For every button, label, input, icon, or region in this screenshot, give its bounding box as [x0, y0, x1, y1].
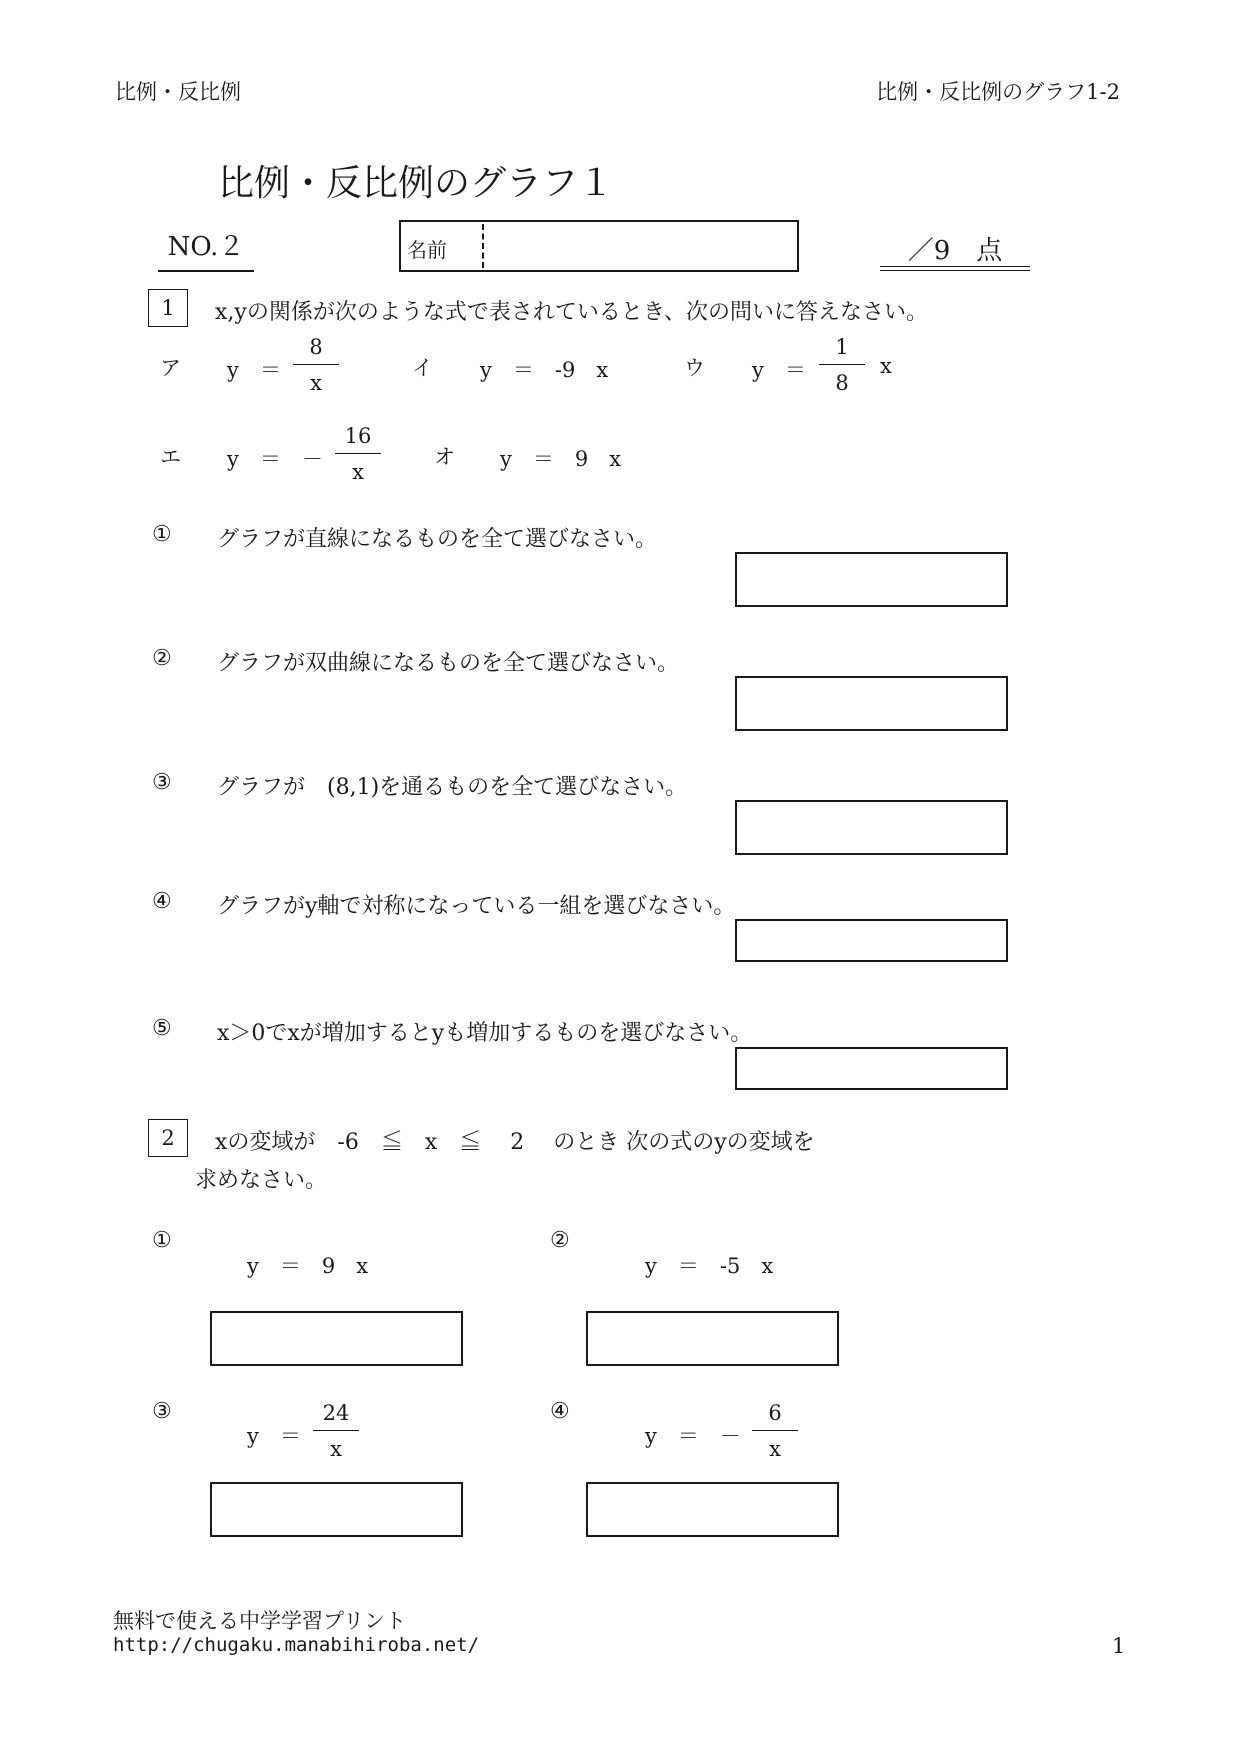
eq-e-label: エ: [160, 445, 181, 469]
q1-answer-box-3[interactable]: [735, 800, 1008, 855]
q2-item-3-fraction: [311, 1403, 361, 1460]
eq-a-fraction: [291, 337, 341, 394]
question-2-number: 2: [148, 1119, 188, 1157]
q1-item-2-marker: ②: [152, 646, 172, 671]
footer-site-name: 無料で使える中学学習プリント: [113, 1609, 407, 1633]
q2-item-3-lhs: y ＝: [247, 1424, 301, 1448]
question-2-prompt-line-2: 求めなさい。: [195, 1168, 328, 1193]
q2-item-4-marker: ④: [550, 1399, 570, 1424]
eq-u-fraction: [817, 337, 867, 394]
score-field: ／9 点: [907, 236, 1003, 266]
eq-a-lhs: y ＝: [227, 358, 281, 382]
page-number: 1: [1112, 1634, 1126, 1658]
name-field[interactable]: [399, 220, 799, 272]
q1-answer-box-5[interactable]: [735, 1047, 1008, 1090]
eq-u-label: ウ: [684, 356, 705, 380]
footer-url[interactable]: http://chugaku.manabihiroba.net/: [113, 1634, 480, 1656]
question-1-prompt: x,yの関係が次のような式で表されているとき、次の問いに答えなさい。: [215, 300, 928, 325]
q1-item-4-text: グラフがy軸で対称になっている一組を選びなさい。: [217, 894, 736, 919]
q2-item-4-denominator: x: [769, 1437, 781, 1461]
header-right: 比例・反比例のグラフ1-2: [876, 80, 1120, 104]
q1-answer-box-4[interactable]: [735, 919, 1008, 962]
q2-item-3-numerator: 24: [322, 1401, 350, 1425]
eq-a-denominator: x: [310, 371, 322, 395]
eq-u-denominator: 8: [835, 371, 849, 395]
name-label: 名前: [407, 238, 447, 262]
q1-item-3-marker: ③: [152, 770, 172, 795]
eq-e-numerator: 16: [344, 424, 372, 448]
q2-answer-box-4[interactable]: [586, 1482, 839, 1537]
q2-item-1-expr: y ＝ 9 x: [247, 1254, 369, 1278]
q2-item-2-marker: ②: [550, 1228, 570, 1253]
header-left: 比例・反比例: [115, 80, 241, 104]
q2-item-4-lhs: y ＝ －: [645, 1424, 741, 1448]
q2-item-2-expr: y ＝ -5 x: [645, 1254, 774, 1278]
question-2-prompt-line-1: xの変域が -6 ≦ x ≦ 2 のとき 次の式のyの変域を: [215, 1130, 815, 1155]
eq-u-lhs: y ＝: [752, 358, 806, 382]
q1-item-2-text: グラフが双曲線になるものを全て選びなさい。: [217, 651, 680, 676]
eq-u-numerator: 1: [835, 335, 849, 359]
q2-answer-box-3[interactable]: [210, 1482, 463, 1537]
eq-e-fraction: [333, 426, 383, 483]
q1-answer-box-2[interactable]: [735, 676, 1008, 731]
q1-item-1-marker: ①: [152, 522, 172, 547]
q2-item-1-marker: ①: [152, 1228, 172, 1253]
sheet-number: NO.２: [158, 226, 254, 272]
q1-item-1-text: グラフが直線になるものを全て選びなさい。: [217, 527, 658, 552]
q2-item-4-fraction: [750, 1403, 800, 1460]
q2-answer-box-1[interactable]: [210, 1311, 463, 1366]
eq-a-numerator: 8: [309, 335, 323, 359]
q1-item-3-text: グラフが (8,1)を通るものを全て選びなさい。: [217, 775, 688, 800]
q2-item-3-denominator: x: [330, 1437, 342, 1461]
eq-o-expr: y ＝ 9 x: [500, 447, 622, 471]
q1-answer-box-1[interactable]: [735, 552, 1008, 607]
q1-item-5-marker: ⑤: [152, 1016, 172, 1041]
q2-item-3-marker: ③: [152, 1399, 172, 1424]
q1-item-5-text: x＞0でxが増加するとyも増加するものを選びなさい。: [217, 1021, 753, 1046]
q1-item-4-marker: ④: [152, 889, 172, 914]
name-divider: [482, 224, 484, 268]
page-title: 比例・反比例のグラフ１: [218, 163, 615, 204]
eq-e-lhs: y ＝ －: [227, 447, 323, 471]
eq-a-label: ア: [160, 356, 181, 380]
question-1-number: 1: [148, 289, 188, 327]
score-underline: [880, 266, 1030, 271]
q2-item-4-numerator: 6: [768, 1401, 782, 1425]
eq-i-expr: y ＝ -9 x: [480, 358, 609, 382]
eq-u-rhs: x: [880, 354, 892, 378]
eq-i-label: イ: [412, 356, 433, 380]
eq-o-label: オ: [434, 445, 455, 469]
eq-e-denominator: x: [352, 460, 364, 484]
q2-answer-box-2[interactable]: [586, 1311, 839, 1366]
